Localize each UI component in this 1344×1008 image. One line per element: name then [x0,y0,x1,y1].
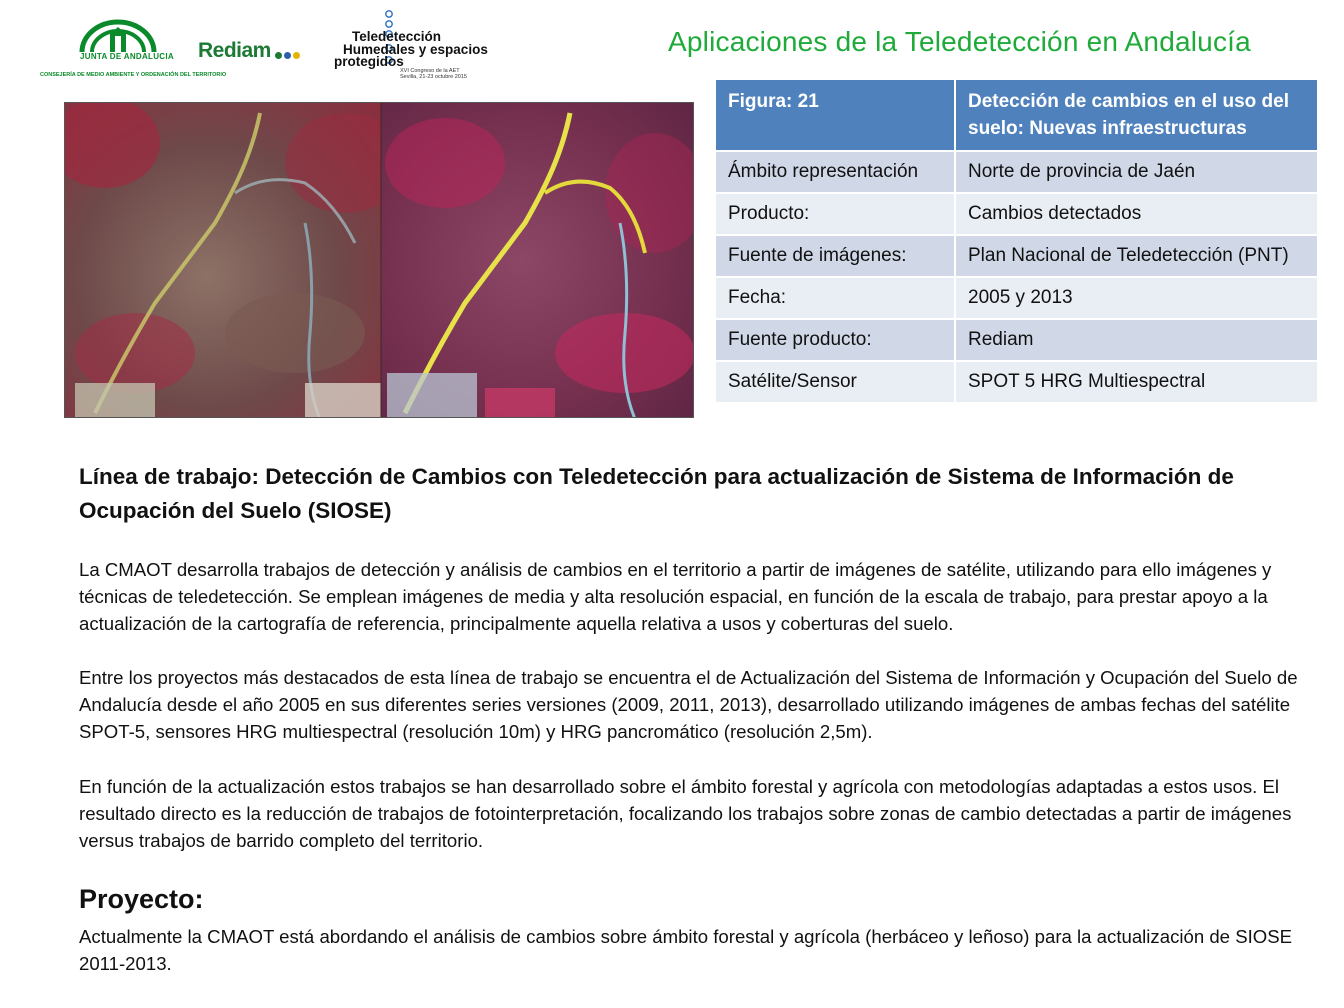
table-row [716,193,1317,235]
table-row [716,319,1317,361]
row-label: Satélite/Sensor [716,361,955,403]
figure-number: Figura: 21 [716,80,955,151]
row-value: Norte de provincia de Jaén [955,151,1317,193]
image-panel-2005 [65,103,405,418]
junta-emblem-icon [38,14,198,54]
page-title: Aplicaciones de la Teledetección en Andalucía [668,26,1251,57]
table-row [716,277,1317,319]
junta-logo-name: JUNTA DE ANDALUCIA [80,52,174,61]
rediam-dots-icon [275,52,300,59]
junta-de-andalucia-logo [38,14,227,84]
satellite-image [65,103,694,418]
junta-logo-subtitle: CONSEJERÍA DE MEDIO AMBIENTE Y ORDENACIÓN DEL TERRITORIO [40,72,227,78]
body-paragraph-1: La CMAOT desarrolla trabajos de detección y análisis de cambios en el territorio a partir de imágenes de satélite, utilizando para ello imágenes y técnicas de teledetección. Se emplean imágenes de media y alta resolución espacial, en función de la escala de trabajo, para prestar apoyo a la actualización de la cartografía de referencia, principalmente aquella relativa a usos y coberturas del suelo. [79,559,1272,634]
table-row [716,361,1317,403]
congreso-line-1: Teledetección [352,29,442,44]
body-paragraph-3: En función de la actualización estos trabajos se han desarrollado sobre el ámbito forestal y agrícola con metodologías adaptadas a estos usos. El resultado directo es la reducción de trabajos de fotointerpretación, focalizando los trabajos sobre zonas de cambio detectadas a partir de imágenes versus trabajos de barrido completo del territorio. [79,776,1292,851]
figure-caption: Detección de cambios en el uso del suelo: Nuevas infraestructuras [955,80,1317,151]
table-row [716,235,1317,277]
image-panel-2013 [381,103,694,418]
row-label: Producto: [716,193,955,235]
row-value: Rediam [955,319,1317,361]
row-label: Fuente de imágenes: [716,235,955,277]
rediam-logo [198,38,300,64]
body-paragraph-2: Entre los proyectos más destacados de esta línea de trabajo se encuentra el de Actualización del Sistema de Información y Ocupación del Suelo de Andalucía desde el año 2005 en sus diferentes series versiones (2009, 2011, 2013), desarrollado utilizando imágenes de ambas fechas del satélite SPOT-5, sensores HRG multiespectral (resolución 10m) y HRG pancromático (resolución 2,5m). [79,667,1298,742]
rediam-logo-text: Rediam [198,39,271,62]
row-label: Fecha: [716,277,955,319]
project-paragraph: Actualmente la CMAOT está abordando el análisis de cambios sobre ámbito forestal y agrícola (herbáceo y leñoso) para la actualización de SIOSE 2011-2013. [79,926,1293,974]
section-heading: Línea de trabajo: Detección de Cambios con Teledetección para actualización de Sistema de Información de Ocupación del Suelo (SIOSE) [79,464,1234,523]
table-row [716,151,1317,193]
row-value: 2005 y 2013 [955,277,1317,319]
congreso-aet-logo [334,8,504,82]
row-value: Plan Nacional de Teledetección (PNT) [955,235,1317,277]
row-value: Cambios detectados [955,193,1317,235]
satellite-imagery-figure [64,102,694,418]
congreso-line-3: protegidos [334,54,404,69]
row-label: Ámbito representación [716,151,955,193]
congreso-dates: Sevilla, 21-23 octubre 2015 [400,74,467,80]
table-header-row [716,80,1317,151]
figure-info-table [716,80,1317,404]
row-value: SPOT 5 HRG Multiespectral [955,361,1317,403]
congreso-line-2: Humedales y espacios [343,41,488,57]
project-heading: Proyecto: [79,884,204,914]
row-label: Fuente producto: [716,319,955,361]
congreso-event: XVI Congreso de la AET [400,68,460,74]
